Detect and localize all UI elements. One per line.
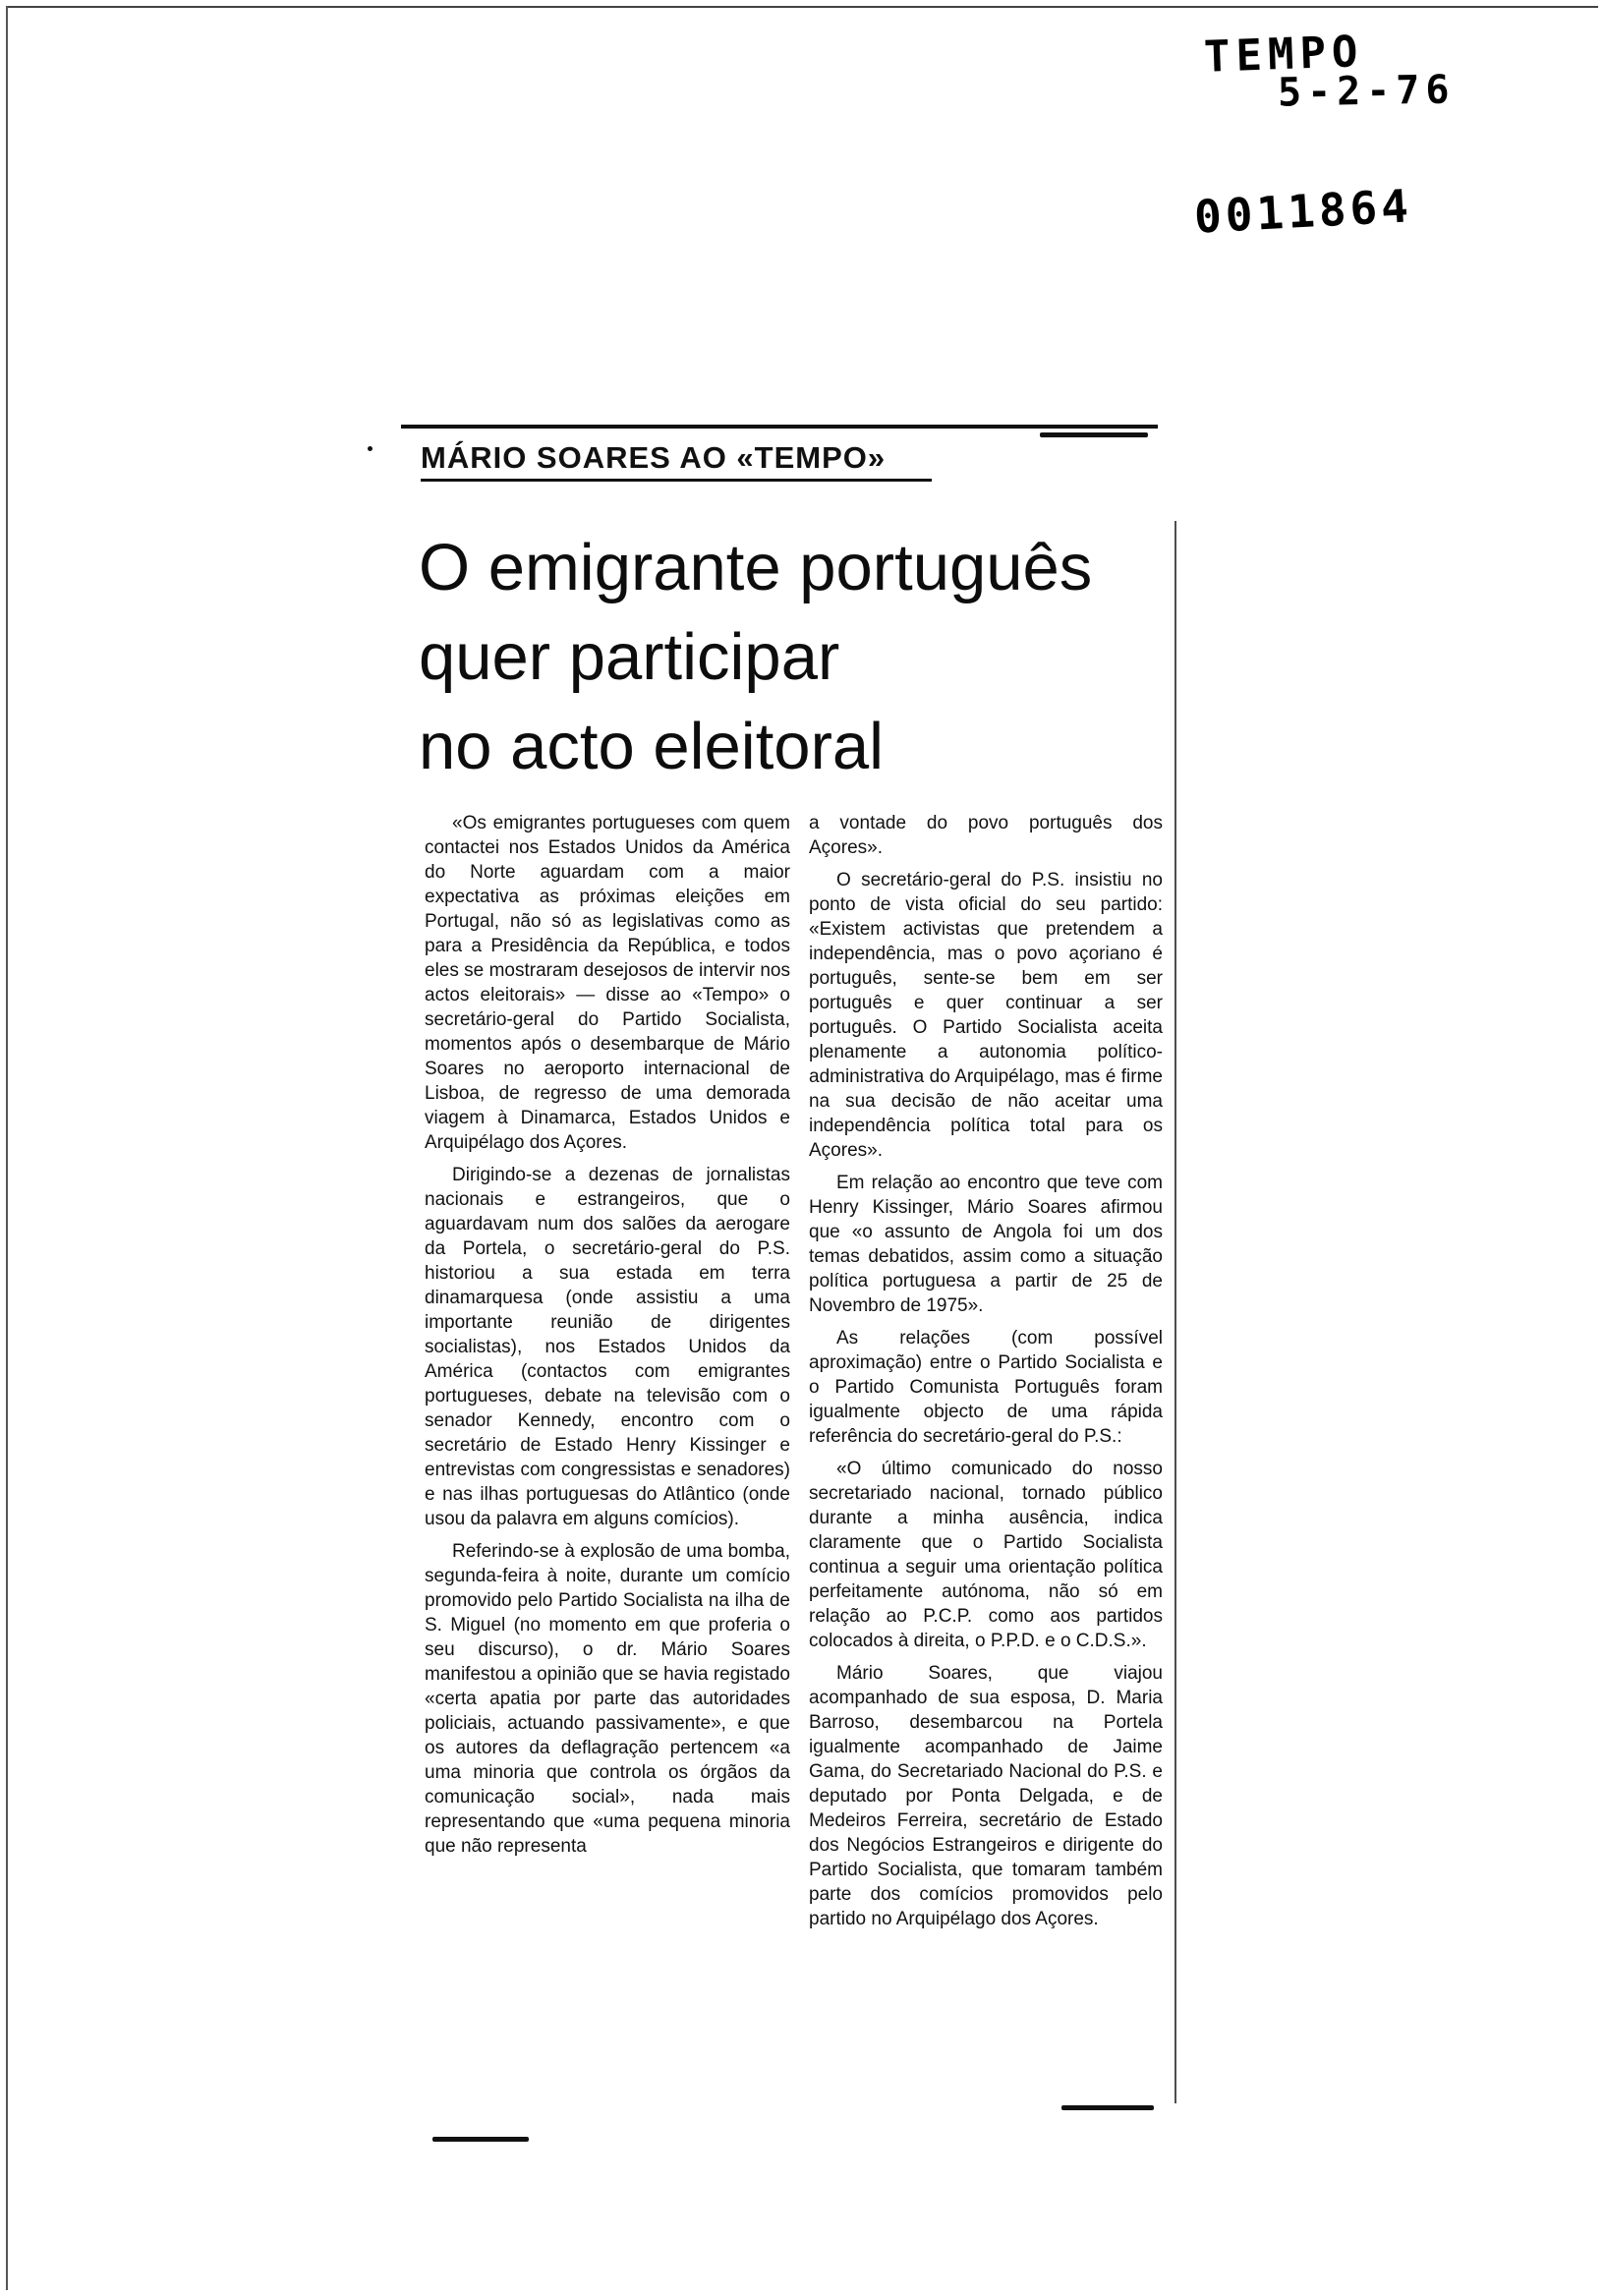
paragraph: «Os emigrantes portugueses com quem contactei nos Estados Unidos da América do Norte aguardam com a maior expectativa as próximas eleições em Portugal, não só as legislativas como as para a Presidência da República, e todos eles se mostraram desejosos de intervir nos actos eleitorais» — disse ao «Tempo» o secretário-geral do Partido Socialista, momentos após o desembarque de Mário Soares no aeroporto internacional de Lisboa, de regresso de uma demorada viagem à Dinamarca, Estados Unidos e Arquipélago dos Açores. bbox=[425, 813, 790, 1153]
handwritten-date: 5-2-76 bbox=[1277, 67, 1456, 116]
article-headline bbox=[419, 523, 1166, 791]
paragraph: Dirigindo-se a dezenas de jornalistas nacionais e estrangeiros, que o aguardavam num dos salões da aerogare da Portela, o secretário-geral do P.S. historiou a sua estada em terra dinamarquesa (onde assistiu a uma importante reunião de dirigentes socialistas), nos Estados Unidos da América (contactos com emigrantes portugueses, debate na televisão com o senador Kennedy, encontro com o secretário de Estado Henry Kissinger e entrevistas com congressistas e senadores) e nas ilhas portuguesas do Atlântico (onde usou da palavra em alguns comícios). bbox=[425, 1165, 790, 1529]
headline-line-1: O emigrante português bbox=[419, 531, 1093, 604]
paragraph: «O último comunicado do nosso secretariado nacional, tornado público durante a minha ausência, indica claramente que o Partido Socialista continua a seguir uma orientação política perfeitamente autónoma, não só em relação ao P.C.P. como aos partidos colocados à direita, o P.P.D. e o C.D.S.». bbox=[809, 1459, 1163, 1651]
handwritten-source: TEMPO bbox=[1203, 27, 1365, 83]
paragraph: Referindo-se à explosão de uma bomba, segunda-feira à noite, durante um comício promovido pelo Partido Socialista na ilha de S. Miguel (no momento em que proferia o seu discurso), o dr. Mário Soares manifestou a opinião que se havia registado «certa apatia por parte das autoridades policiais, actuando passivamente», e que os autores da deflagração pertencem «a uma minoria que controla os órgãos da comunicação social», nada mais representando que «uma pequena minoria que não representa bbox=[425, 1541, 790, 1857]
article-column-2 bbox=[809, 811, 1163, 1939]
scan-border-left bbox=[6, 6, 8, 2290]
paragraph: As relações (com possível aproximação) entre o Partido Socialista e o Partido Comunista Português foram igualmente objecto de uma rápida referência do secretário-geral do P.S.: bbox=[809, 1328, 1163, 1447]
end-rule-left bbox=[432, 2137, 529, 2142]
article-column-1 bbox=[425, 811, 790, 1866]
top-rule-accent bbox=[1040, 432, 1148, 437]
bullet-mark bbox=[368, 446, 372, 451]
article-kicker: MÁRIO SOARES AO «TEMPO» bbox=[421, 440, 887, 475]
handwritten-archive-code: 0011864 bbox=[1192, 179, 1414, 244]
top-rule-left bbox=[401, 425, 1158, 429]
scan-border-top bbox=[6, 6, 1598, 8]
kicker-underline bbox=[421, 479, 932, 482]
end-rule-right bbox=[1061, 2105, 1154, 2110]
paragraph: O secretário-geral do P.S. insistiu no ponto de vista oficial do seu partido: «Existem activistas que pretendem a independência, mas o povo açoriano é português, sente-se bem em ser português e quer continuar a ser português. O Partido Socialista aceita plenamente a autonomia político-administrativa do Arquipélago, mas é firme na sua decisão de não aceitar uma independência política total para os Açores». bbox=[809, 870, 1163, 1161]
headline-line-2: quer participar bbox=[419, 620, 840, 694]
headline-line-3: no acto eleitoral bbox=[419, 710, 885, 783]
paragraph: Em relação ao encontro que teve com Henry Kissinger, Mário Soares afirmou que «o assunto de Angola foi um dos temas debatidos, assim como a situação política portuguesa a partir de 25 de Novembro de 1975». bbox=[809, 1173, 1163, 1316]
paragraph-continuation: a vontade do povo português dos Açores». bbox=[809, 813, 1163, 858]
paragraph: Mário Soares, que viajou acompanhado de sua esposa, D. Maria Barroso, desembarcou na Portela igualmente acompanhado de Jaime Gama, do Secretariado Nacional do P.S. e deputado por Ponta Delgada, e de Medeiros Ferreira, secretário de Estado dos Negócios Estrangeiros e dirigente do Partido Socialista, que tomaram também parte dos comícios promovidos pelo partido no Arquipélago dos Açores. bbox=[809, 1663, 1163, 1929]
right-column-edge bbox=[1174, 521, 1176, 2103]
